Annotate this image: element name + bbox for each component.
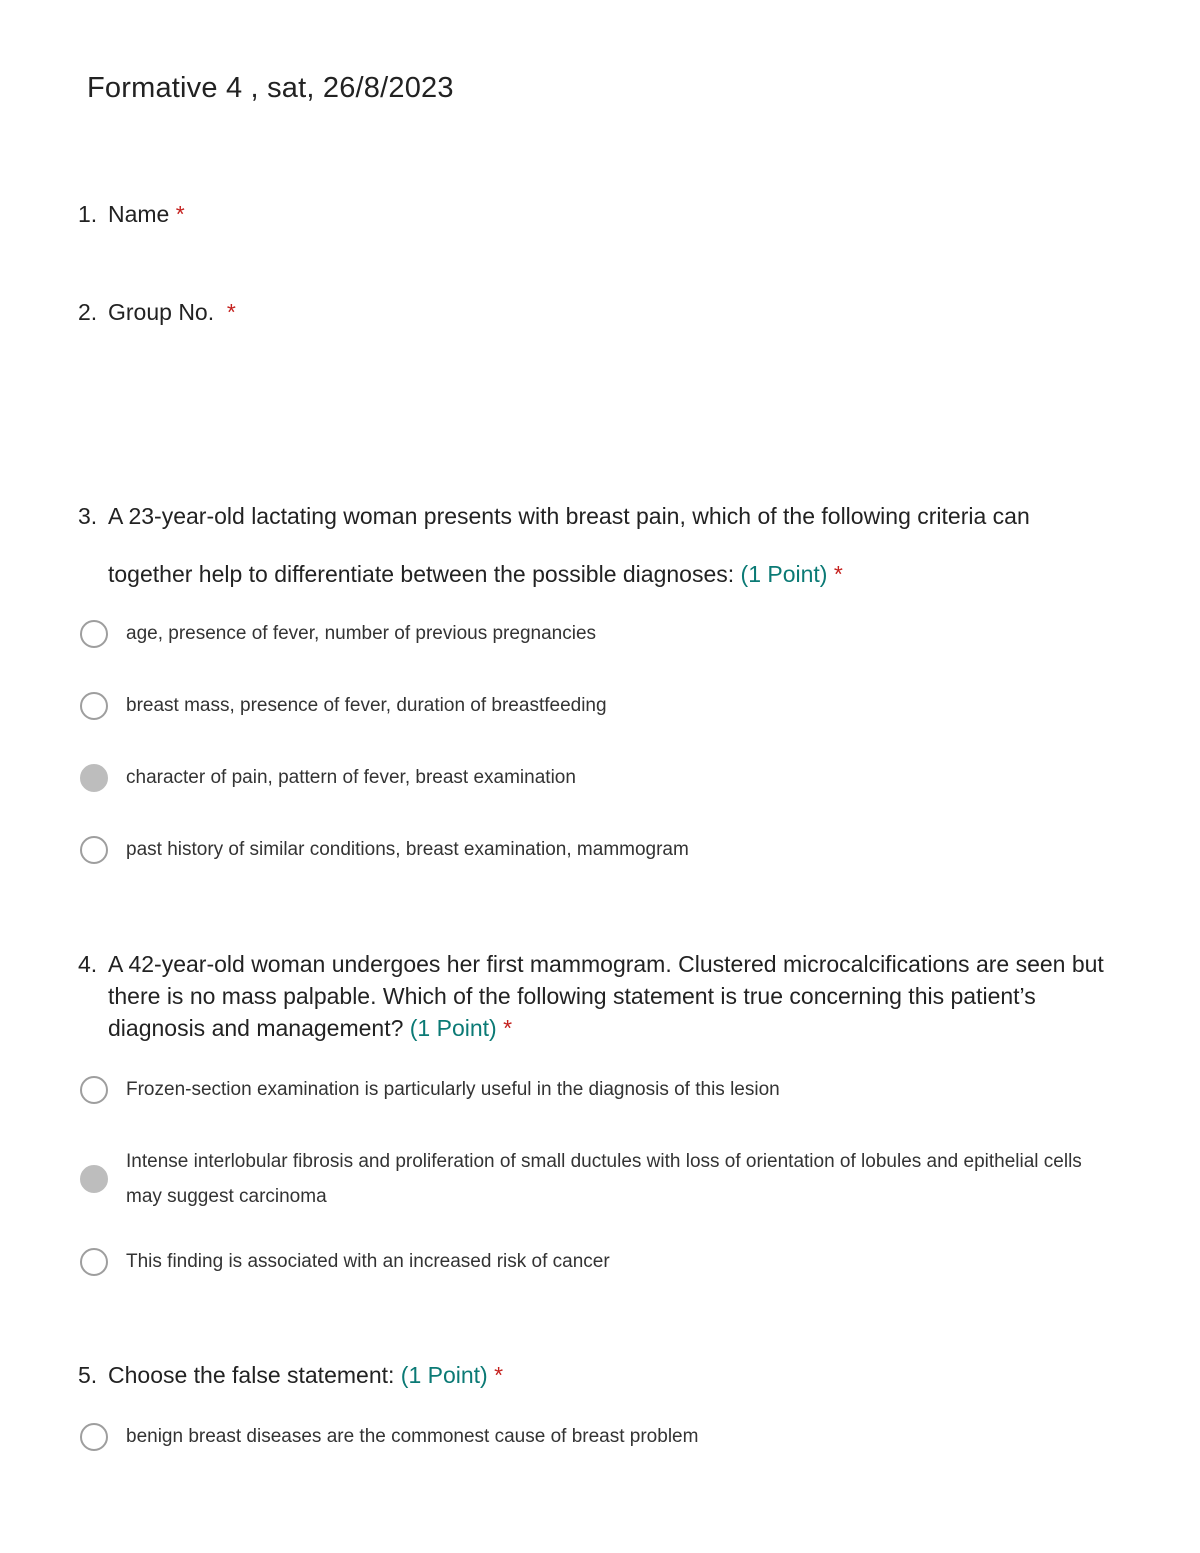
q4-option-3[interactable] — [80, 1244, 1120, 1279]
option-label: benign breast diseases are the commonest cause of breast problem — [126, 1426, 699, 1447]
form-title: Formative 4 , sat, 26/8/2023 — [87, 72, 454, 104]
option-label: Intense interlobular fibrosis and proliferation of small ductules with loss of orientation of lobules and epithelial cells may suggest carcinoma — [126, 1151, 1082, 1207]
question-number: 4. — [78, 951, 98, 977]
question-number: 2. — [78, 299, 98, 325]
required-marker: * — [494, 1362, 504, 1388]
radio-button[interactable] — [80, 1423, 108, 1451]
q4-option-1[interactable] — [80, 1072, 1120, 1107]
points-label: (1 Point) — [400, 1362, 488, 1388]
question-3 — [78, 487, 1118, 603]
radio-button[interactable] — [80, 836, 108, 864]
radio-button[interactable] — [80, 1076, 108, 1104]
q3-option-2[interactable] — [80, 688, 1120, 723]
question-number: 3. — [78, 503, 98, 529]
required-marker: * — [833, 561, 843, 587]
option-label: character of pain, pattern of fever, breast examination — [126, 767, 576, 788]
option-label: Frozen-section examination is particularly useful in the diagnosis of this lesion — [126, 1079, 780, 1100]
q3-option-4[interactable] — [80, 832, 1120, 867]
radio-button[interactable] — [80, 1248, 108, 1276]
question-4 — [78, 948, 1123, 1044]
radio-button-selected[interactable] — [80, 764, 108, 792]
points-label: (1 Point) — [409, 1015, 497, 1041]
question-text: Group No. — [108, 299, 221, 325]
radio-button[interactable] — [80, 692, 108, 720]
question-number: 5. — [78, 1362, 98, 1388]
option-label: age, presence of fever, number of previous pregnancies — [126, 623, 597, 644]
q5-option-1[interactable] — [80, 1419, 1120, 1454]
question-text: A 23-year-old lactating woman presents with breast pain, which of the following criteria can together help to differentiate between the possible diagnoses: — [108, 503, 1030, 587]
option-label: This finding is associated with an increased risk of cancer — [126, 1251, 610, 1272]
radio-button-selected[interactable] — [80, 1165, 108, 1193]
q3-option-3[interactable] — [80, 760, 1120, 795]
required-marker: * — [175, 201, 185, 227]
q3-option-1[interactable] — [80, 616, 1120, 651]
question-text: A 42-year-old woman undergoes her first mammogram. Clustered microcalcifications are seen but there is no mass palpable. Which of the following statement is true concerning this patient’s diagnosis and management? — [108, 951, 1104, 1041]
q4-option-2[interactable] — [80, 1144, 1090, 1214]
option-label: breast mass, presence of fever, duration of breastfeeding — [126, 695, 607, 716]
option-label: past history of similar conditions, breast examination, mammogram — [126, 839, 689, 860]
required-marker: * — [226, 299, 236, 325]
required-marker: * — [503, 1015, 513, 1041]
radio-button[interactable] — [80, 620, 108, 648]
question-2 — [78, 299, 1138, 326]
question-5 — [78, 1362, 1138, 1389]
question-number: 1. — [78, 201, 98, 227]
question-text: Name — [108, 201, 170, 227]
question-1 — [78, 201, 1138, 228]
points-label: (1 Point) — [740, 561, 828, 587]
question-text: Choose the false statement: — [108, 1362, 395, 1388]
